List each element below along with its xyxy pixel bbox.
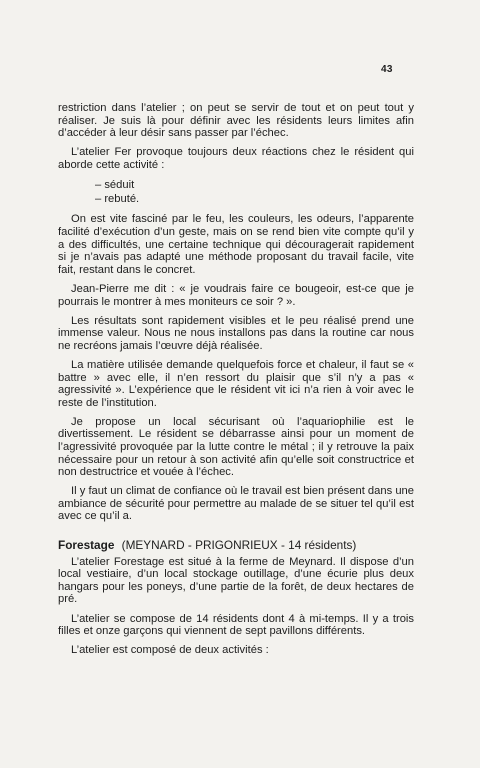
list-item: – séduit	[95, 178, 135, 191]
body-text	[58, 102, 414, 663]
paragraph: Les résultats sont rapidement visibles et le peu réalisé prend une immense valeur. Nous ne nous installons pas dans la routine car nous ne recréons jamais l’œuvre déjà réalisée.	[58, 314, 414, 352]
paragraph: On est vite fasciné par le feu, les couleurs, les odeurs, l’apparente facilité d’exécution d’un geste, mais on se rend bien vite compte qu’il y a des difficultés, une certaine technique qui découragerait rapidement si je n’avais pas adapté une méthode proposant du travail facile, vite fait, restant dans le concret.	[58, 213, 414, 276]
paragraph: L’atelier Forestage est situé à la ferme de Meynard. Il dispose d’un local vestiaire, d’un local stockage outillage, d’une écurie plus deux hangars pour les poneys, d’une partie de la forêt, de deux hectares de pré.	[58, 555, 414, 606]
paragraph: Il y faut un climat de confiance où le travail est bien présent dans une ambiance de sécurité pour permettre au malade de se situer tel qu’il est avec ce qu’il a.	[58, 485, 414, 523]
paragraph: L’atelier Fer provoque toujours deux réactions chez le résident qui aborde cette activité :	[58, 146, 414, 171]
list-item: – rebuté.	[95, 193, 140, 206]
section-title: Forestage	[58, 538, 115, 553]
paragraph: L’atelier se compose de 14 résidents dont 4 à mi-temps. Il y a trois filles et onze garçons qui viennent de sept pavillons différents.	[58, 612, 414, 638]
page-number: 43	[381, 64, 393, 75]
paragraph: La matière utilisée demande quelquefois force et chaleur, il faut se « battre » avec elle, il n’en ressort du plaisir que s’il n’y a pas « agressivité ». L’expérience que le résident vit ici n’a rien à voir avec le reste de l’institution.	[58, 358, 414, 409]
paragraph: restriction dans l’atelier ; on peut se servir de tout et on peut tout y réaliser. Je suis là pour définir avec les résidents leurs limites afin d’accéder à leur désir sans passer par l’échec.	[58, 102, 414, 140]
paragraph: L’atelier est composé de deux activités :	[71, 644, 269, 657]
paragraph: Jean-Pierre me dit : « je voudrais faire ce bougeoir, est-ce que je pourrais le montrer à mes moniteurs ce soir ? ».	[58, 282, 414, 308]
reaction-list	[58, 178, 414, 207]
section-heading	[58, 539, 414, 552]
section-subtitle: (MEYNARD - PRIGONRIEUX - 14 résidents)	[121, 538, 357, 553]
paragraph: Je propose un local sécurisant où l’aquariophilie est le divertissement. Le résident se débarrasse ainsi pour un moment de l’agressivité provoquée par la lutte contre le métal ; il y retrouve la paix nécessaire pour un retour à son activité afin qu’elle soit constructrice et non destructrice et vouée à l’échec.	[58, 415, 414, 479]
